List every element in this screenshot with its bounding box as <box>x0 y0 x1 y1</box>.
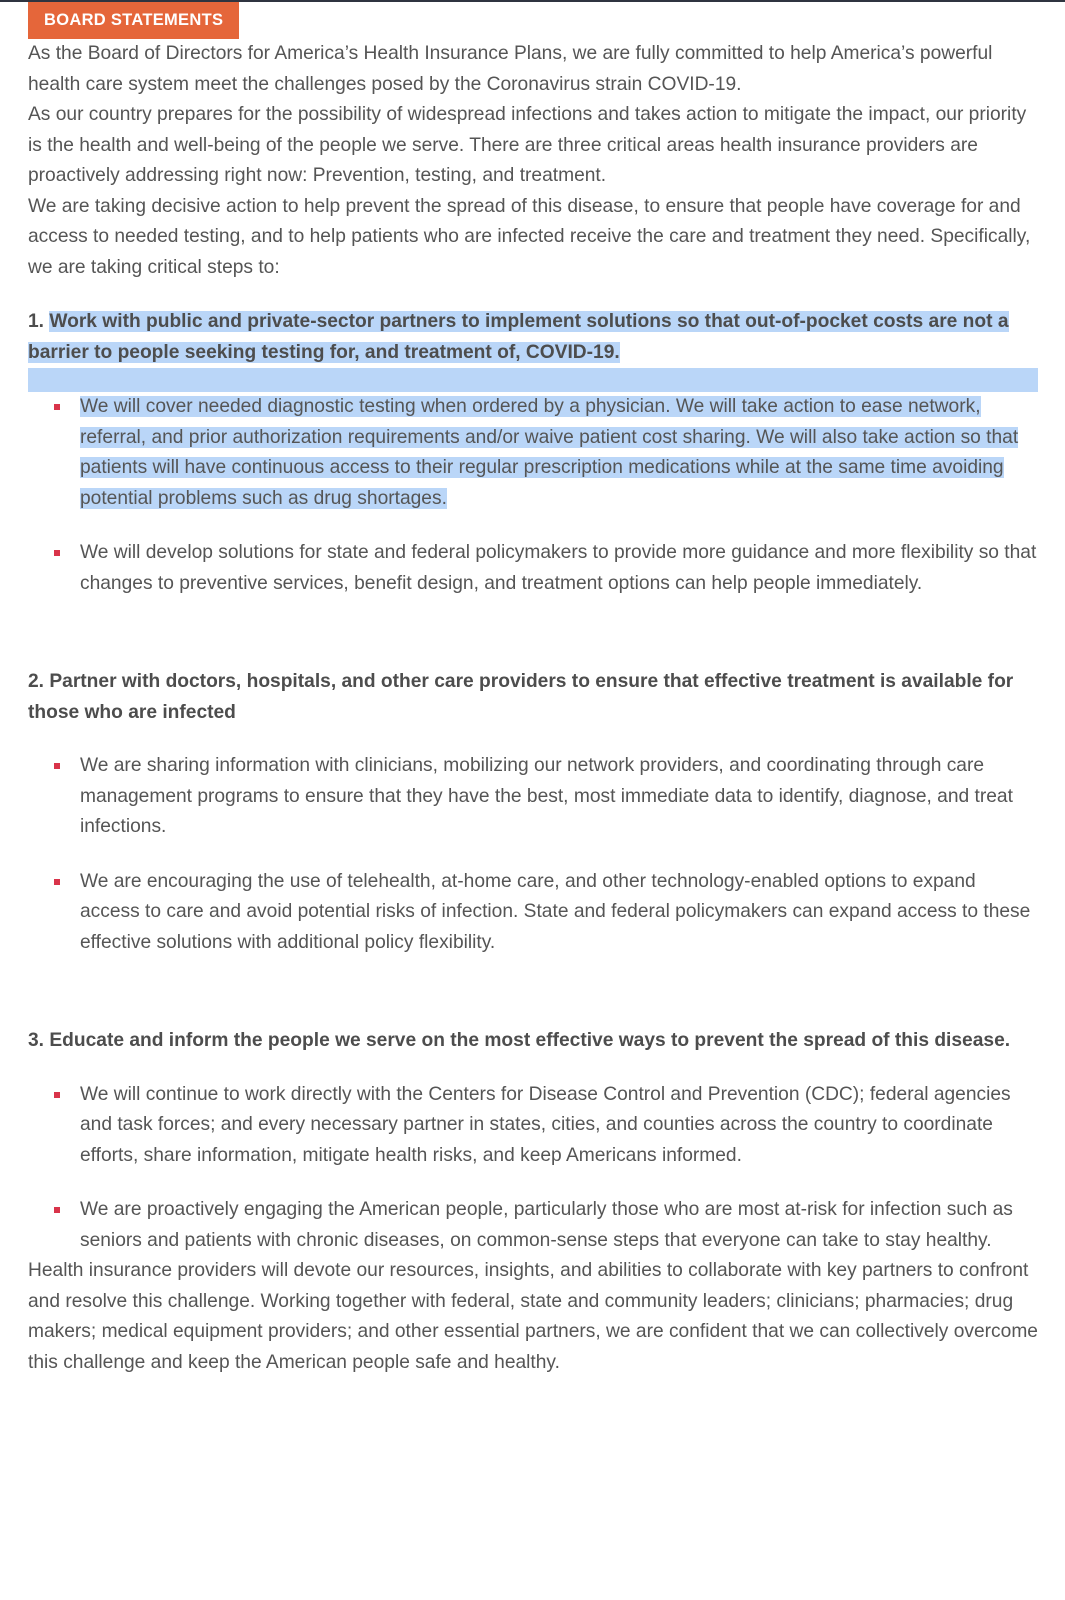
section-1-heading-text: Work with public and private-sector partners to implement solutions so that out-of-pocket costs are not a barrier to people seeking testing for, and treatment of, COVID-19. <box>28 311 1009 363</box>
list-item-text: We will continue to work directly with the Centers for Disease Control and Prevention (CDC); federal agencies and task forces; and every necessary partner in states, cities, and counties across the country to coordinate efforts, share information, mitigate health risks, and keep Americans informed. <box>80 1083 1011 1166</box>
action-paragraph: We are taking decisive action to help prevent the spread of this disease, to ensure that people have coverage for and access to needed testing, and to help patients who are infected receive the care and treatment they need. Specifically, we are taking critical steps to: <box>28 195 1031 278</box>
section-1 <box>28 307 1038 599</box>
list-item-text: We will develop solutions for state and federal policymakers to provide more guidance and more flexibility so that changes to preventive services, benefit design, and treatment options can help people immediately. <box>80 542 1037 594</box>
section-3-number: 3. <box>28 1030 45 1051</box>
section-1-heading <box>28 307 1038 368</box>
list-item <box>28 1195 1038 1256</box>
section-2-heading <box>28 667 1038 728</box>
section-2-heading-text: Partner with doctors, hospitals, and other care providers to ensure that effective treatment is available for those who are infected <box>28 671 1014 723</box>
list-item-text: We will cover needed diagnostic testing when ordered by a physician. We will take action to ease network, referral, and prior authorization requirements and/or waive patient cost sharing. We will also take action so that patients will have continuous access to their regular prescription medications while at the same time avoiding potential problems such as drug shortages. <box>80 396 1019 509</box>
list-item <box>28 751 1038 843</box>
closing-paragraph: Health insurance providers will devote our resources, insights, and abilities to collaborate with key partners to confront and resolve this challenge. Working together with federal, state and community leaders; clinicians; pharmacies; drug makers; medical equipment providers; and other essential partners, we are confident that we can collectively overcome this challenge and keep the American people safe and healthy. <box>28 1260 1038 1373</box>
list-item-text: We are sharing information with clinicians, mobilizing our network providers, and coordinating through care management programs to ensure that they have the best, most immediate data to identify, diagnose, and treat infections. <box>80 755 1013 837</box>
list-item-text: We are encouraging the use of telehealth, at-home care, and other technology-enabled options to expand access to care and avoid potential risks of infection. State and federal policymakers can expand access to these effective solutions with additional policy flexibility. <box>80 870 1031 953</box>
list-item <box>28 538 1038 599</box>
bullet-icon <box>54 1207 60 1213</box>
intro-paragraph: As the Board of Directors for America’s Health Insurance Plans, we are fully committed to help America’s powerful health care system meet the challenges posed by the Coronavirus strain COVID-19. <box>28 43 993 95</box>
section-2-list <box>28 751 1038 958</box>
list-item <box>28 392 1038 514</box>
board-statements-badge[interactable]: BOARD STATEMENTS <box>28 2 239 39</box>
selection-highlight <box>28 368 1038 392</box>
list-item <box>28 867 1038 959</box>
statement-article <box>28 2 1038 1378</box>
bullet-icon <box>54 879 60 885</box>
list-item <box>28 1080 1038 1172</box>
list-item-text: We are proactively engaging the American people, particularly those who are most at-risk for infection such as seniors and patients with chronic diseases, on common-sense steps that everyone can take to stay healthy. <box>80 1199 1013 1251</box>
section-1-number: 1. <box>28 311 45 332</box>
section-2-number: 2. <box>28 671 45 692</box>
section-3-heading-text: Educate and inform the people we serve on the most effective ways to prevent the spread of this disease. <box>49 1030 1011 1051</box>
bullet-icon <box>54 763 60 769</box>
section-3-heading <box>28 1026 1038 1057</box>
priority-paragraph: As our country prepares for the possibility of widespread infections and takes action to mitigate the impact, our priority is the health and well-being of the people we serve. There are three critical areas health insurance providers are proactively addressing right now: Prevention, testing, and treatment. <box>28 104 1027 186</box>
bullet-icon <box>54 1092 60 1098</box>
section-3-list <box>28 1080 1038 1257</box>
section-1-list <box>28 392 1038 599</box>
bullet-icon <box>54 404 60 410</box>
bullet-icon <box>54 550 60 556</box>
